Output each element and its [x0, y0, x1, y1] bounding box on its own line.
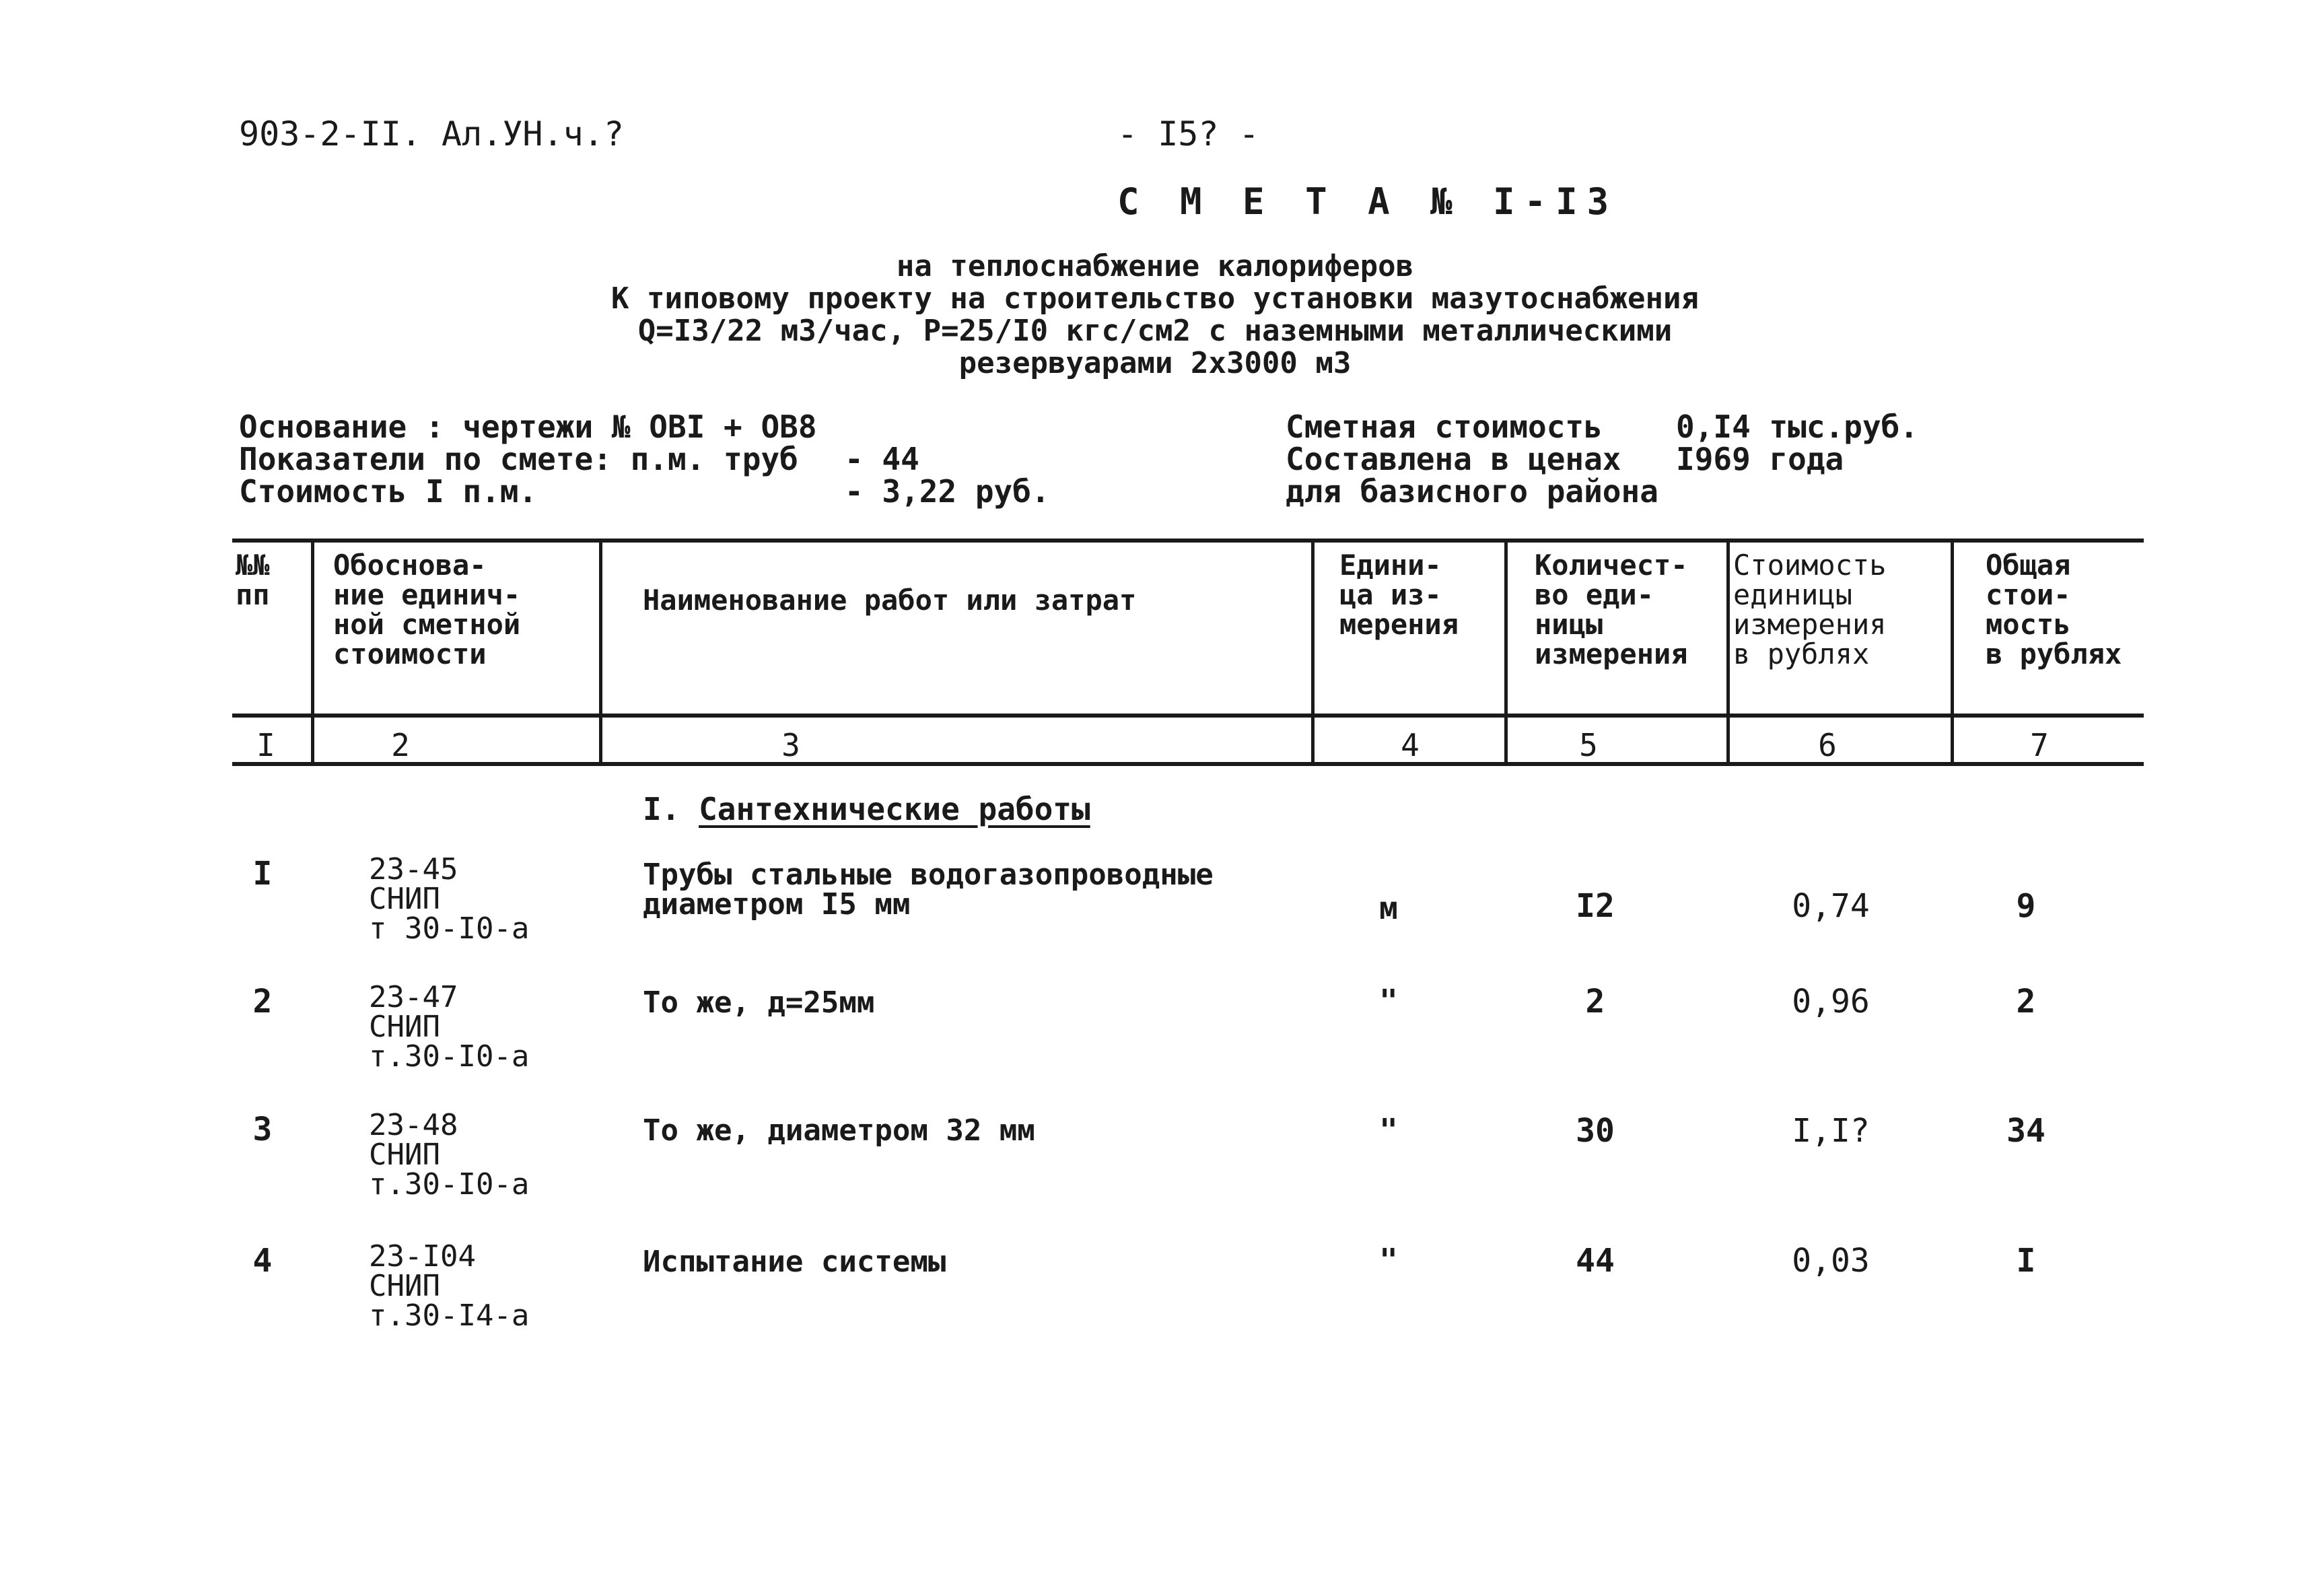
subtitle-line: резервуарами 2х3000 м3	[958, 346, 1352, 380]
section-prefix: I.	[643, 791, 680, 827]
subtitle-line: К типовому проекту на строительство установки мазутоснабжения	[611, 281, 1699, 316]
info-value: - 44	[845, 441, 919, 477]
row-work-name: То же, д=25мм	[643, 985, 875, 1020]
row-unit: "	[1379, 1242, 1398, 1278]
row-basis: 23-47 СНИП т.30-I0-а	[369, 980, 530, 1074]
row-quantity: I2	[1576, 887, 1615, 925]
info-label: Сметная стоимость	[1286, 409, 1603, 445]
column-divider	[1951, 543, 1954, 762]
row-number: 4	[252, 1242, 273, 1280]
subtitle-line: Q=I3/22 м3/час, Р=25/I0 кгс/см2 с наземными металлическими	[637, 314, 1673, 348]
section-title: Сантехнические работы	[699, 791, 1090, 827]
column-header-total: Общая стои- мость в рублях	[1986, 549, 2122, 670]
table-header-rule	[232, 714, 2144, 718]
column-number: 5	[1579, 727, 1598, 763]
estimate-title: С М Е Т А № I-I3	[1117, 180, 1619, 223]
info-label: Составлена в ценах	[1286, 441, 1621, 477]
row-number: 3	[252, 1111, 273, 1148]
row-work-name: То же, диаметром 32 мм	[643, 1113, 1035, 1148]
row-unit-price: 0,96	[1792, 983, 1870, 1020]
info-label: Стоимость I п.м.	[239, 473, 538, 510]
row-total: I	[2016, 1242, 2036, 1280]
column-number: 3	[781, 727, 800, 763]
row-unit: "	[1379, 1112, 1398, 1148]
column-number: 4	[1401, 727, 1420, 763]
column-divider	[1311, 543, 1315, 762]
row-quantity: 2	[1585, 983, 1605, 1020]
column-number: 7	[2030, 727, 2049, 763]
column-header-unit: Едини- ца из- мерения	[1339, 549, 1459, 641]
row-unit: "	[1379, 983, 1398, 1019]
column-divider	[1504, 543, 1508, 762]
row-basis: 23-48 СНИП т.30-I0-а	[369, 1108, 530, 1202]
section-heading	[643, 791, 1090, 827]
column-header-number: №№ пп	[236, 549, 270, 611]
column-number: 6	[1818, 727, 1837, 763]
row-number: 2	[252, 983, 273, 1020]
column-divider	[1726, 543, 1730, 762]
info-label: Основание : чертежи № ОВI + ОВ8	[239, 409, 817, 445]
column-header-unit-price: Стоимость единицы измерения в рублях	[1733, 549, 1887, 670]
table-top-rule	[232, 539, 2144, 543]
row-unit: м	[1379, 890, 1398, 926]
column-header-quantity: Количест- во еди- ницы измерения	[1535, 549, 1688, 670]
info-value: - 3,22 руб.	[845, 473, 1050, 510]
row-basis: 23-I04 СНИП т.30-I4-а	[369, 1239, 530, 1333]
info-label: для базисного района	[1286, 473, 1658, 510]
row-quantity: 30	[1576, 1112, 1615, 1150]
info-label: Показатели по смете: п.м. труб	[239, 441, 798, 477]
row-total: 2	[2016, 983, 2036, 1020]
estimate-subtitle	[0, 250, 2310, 380]
subtitle-line: на теплоснабжение калориферов	[896, 249, 1414, 283]
row-unit-price: 0,03	[1792, 1242, 1870, 1280]
info-value: 0,I4 тыс.руб.	[1676, 409, 1919, 445]
row-work-name: Трубы стальные водогазопроводные диаметром I5 мм	[643, 858, 1214, 922]
row-total: 34	[2006, 1112, 2045, 1150]
column-divider	[599, 543, 602, 762]
row-unit-price: 0,74	[1792, 887, 1870, 925]
row-quantity: 44	[1576, 1242, 1615, 1280]
info-value: I969 года	[1676, 441, 1844, 477]
row-total: 9	[2016, 887, 2036, 925]
row-unit-price: I,I?	[1792, 1112, 1870, 1150]
column-header-name: Наименование работ или затрат	[643, 584, 1137, 617]
row-basis: 23-45 СНИП т 30-I0-а	[369, 852, 530, 946]
page-number: - I5? -	[1117, 114, 1259, 153]
column-number: I	[256, 727, 275, 763]
row-work-name: Испытание системы	[643, 1245, 946, 1279]
column-header-basis: Обоснова- ние единич- ной сметной стоимости	[333, 549, 521, 670]
column-number: 2	[391, 727, 410, 763]
document-code: 903-2-II. Ал.УН.ч.?	[239, 114, 624, 153]
row-number: I	[252, 855, 273, 893]
